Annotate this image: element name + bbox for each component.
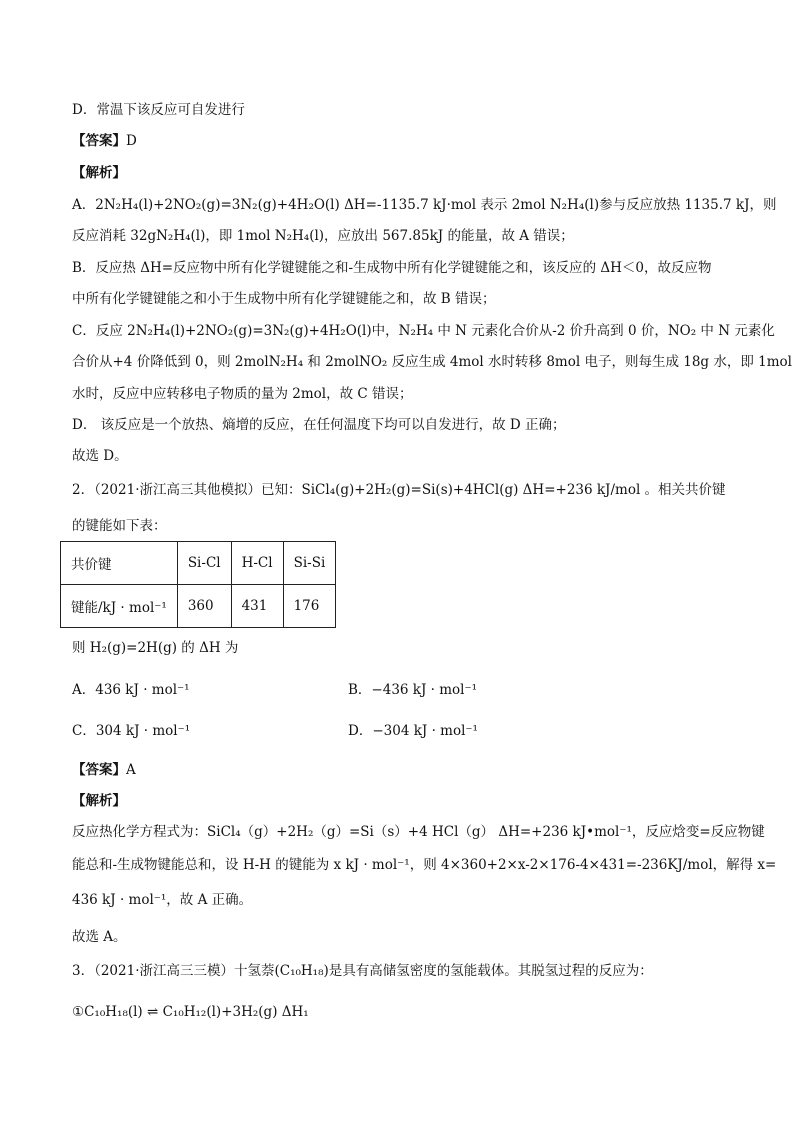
- table-cell: 176: [283, 585, 336, 628]
- q1-analysis-a-line2: 反应消耗 32gN₂H₄(l)，即 1mol N₂H₄(l)，应放出 567.85kJ 的能量，故 A 错误；: [72, 228, 574, 244]
- answer-value: D: [126, 133, 137, 149]
- q1-analysis-c-line2: 合价从+4 价降低到 0，则 2molN₂H₄ 和 2molNO₂ 反应生成 4mol 水时转移 8mol 电子，则每生成 18g 水，即 1mol: [72, 354, 792, 370]
- table-header-cell: Si-Cl: [177, 542, 231, 585]
- answer-value: A: [126, 762, 136, 778]
- q1-analysis-a-line1: A．2N₂H₄(l)+2NO₂(g)=3N₂(g)+4H₂O(l) ΔH=-1135.7 kJ·mol 表示 2mol N₂H₄(l)参与反应放热 1135.7 kJ，则: [72, 197, 777, 213]
- answer-label: 【答案】: [72, 762, 126, 778]
- q1-analysis-b-line2: 中所有化学键键能之和小于生成物中所有化学键键能之和，故 B 错误；: [72, 291, 496, 307]
- q2-stem-line1: 2．（2021·浙江高三其他模拟）已知：SiCl₄(g)+2H₂(g)=Si(s)+4HCl(g) ΔH=+236 kJ/mol 。相关共价键: [72, 482, 726, 498]
- table-row: [61, 585, 336, 628]
- q1-analysis-label: 【解析】: [72, 165, 126, 181]
- q2-answer: [72, 761, 136, 779]
- q1-analysis-d-line: D． 该反应是一个放热、熵增的反应，在任何温度下均可以自发进行，故 D 正确；: [72, 417, 566, 433]
- q1-analysis-c-line3: 水时，反应中应转移电子物质的量为 2mol，故 C 错误；: [72, 386, 413, 402]
- table-header-cell: Si-Si: [283, 542, 336, 585]
- q2-option-b: B．−436 kJ · mol⁻¹: [348, 682, 478, 698]
- q2-stem-line2: 的键能如下表：: [72, 518, 167, 534]
- table-header-row: [61, 542, 336, 585]
- q1-option-d: D．常温下该反应可自发进行: [72, 102, 245, 118]
- q3-reaction-1: ①C₁₀H₁₈(l) ⇌ C₁₀H₁₂(l)+3H₂(g) ΔH₁: [72, 1004, 309, 1020]
- q2-option-d: D．−304 kJ · mol⁻¹: [348, 723, 478, 739]
- q3-stem: 3．（2021·浙江高三三模）十氢萘(C₁₀H₁₈)是具有高储氢密度的氢能载体。其脱氢过程的反应为：: [72, 963, 653, 979]
- q1-conclusion: 故选 D。: [72, 448, 128, 464]
- q2-analysis-label: 【解析】: [72, 793, 126, 809]
- table-cell: 431: [231, 585, 283, 628]
- q1-analysis-b-line1: B．反应热 ΔH=反应物中所有化学键键能之和-生成物中所有化学键键能之和，该反应的 ΔH＜0，故反应物: [72, 260, 712, 276]
- q2-conclusion: 故选 A。: [72, 929, 127, 945]
- table-header-cell: H-Cl: [231, 542, 283, 585]
- q2-analysis-line2: 能总和-生成物键能总和，设 H-H 的键能为 x kJ · mol⁻¹，则 4×360+2×x-2×176-4×431=-236KJ/mol，解得 x=: [72, 857, 777, 873]
- q1-answer: [72, 132, 137, 150]
- q2-analysis-line3: 436 kJ · mol⁻¹，故 A 正确。: [72, 892, 253, 908]
- table-cell: 360: [177, 585, 231, 628]
- q2-question: 则 H₂(g)=2H(g) 的 ΔH 为: [72, 640, 239, 656]
- bond-energy-table: [60, 541, 336, 628]
- answer-label: 【答案】: [72, 133, 126, 149]
- q2-analysis-line1: 反应热化学方程式为：SiCl₄（g）+2H₂（g）=Si（s）+4 HCl（g） ΔH=+236 kJ•mol⁻¹，反应焓变=反应物键: [72, 824, 765, 840]
- q1-analysis-c-line1: C．反应 2N₂H₄(l)+2NO₂(g)=3N₂(g)+4H₂O(l)中，N₂H₄ 中 N 元素化合价从-2 价升高到 0 价，NO₂ 中 N 元素化: [72, 323, 775, 339]
- q2-option-c: C．304 kJ · mol⁻¹: [72, 723, 191, 739]
- q2-option-a: A．436 kJ · mol⁻¹: [72, 682, 190, 698]
- table-row-label: 键能/kJ · mol⁻¹: [61, 585, 178, 628]
- table-header-cell: 共价键: [61, 542, 178, 585]
